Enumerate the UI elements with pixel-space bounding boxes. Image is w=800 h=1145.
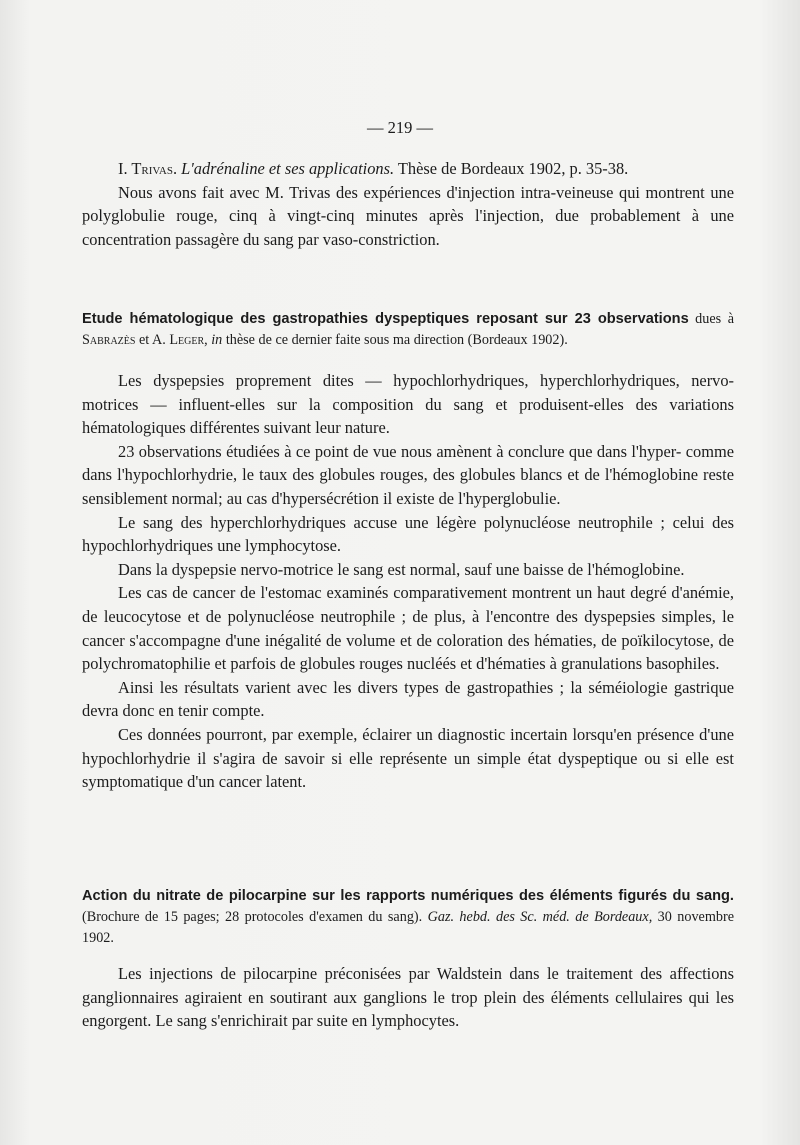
section-heading-date: 30 novembre 1902. bbox=[82, 909, 734, 946]
section-heading-in: in bbox=[211, 332, 223, 348]
section-heading-comma: , bbox=[204, 332, 212, 348]
section-heading-and: et A. bbox=[135, 332, 170, 348]
paragraph: Les injections de pilocarpine préconisées par Waldstein dans le traitement des affections ganglionnaires agiraient en soutirant aux ganglions le trop plein des éléments cellulaires qui les engorgent. Le sang s'enrichirait par suite en lymphocytes. bbox=[82, 964, 734, 1031]
section-heading-brochure: (Brochure de 15 pages; 28 protocoles d'examen du sang). bbox=[82, 909, 428, 925]
section-heading bbox=[82, 886, 734, 949]
section-heading-rest: thèse de ce dernier faite sous ma direction (Bordeaux 1902). bbox=[222, 332, 568, 348]
reference-block bbox=[82, 157, 734, 251]
paragraph: Ces données pourront, par exemple, éclairer un diagnostic incertain lorsqu'en présence d'une hypochlorhydrie il s'agira de savoir si elle représente un simple état dyspeptique ou si elle est symptomatique d'un cancer latent. bbox=[82, 724, 734, 792]
paragraph: Les cas de cancer de l'estomac examinés comparativement montrent un haut degré d'anémie, de leucocytose et de polynucléose neutrophile ; de plus, à l'encontre des dyspepsies simples, le cancer s'accompagne d'une inégalité de volume et de coloration des hématies, de poïkilocytose, de polychromatophilie et parfois de globules rouges nucléés et d'hématies à granulations basophiles. bbox=[82, 583, 734, 674]
paragraph: Le sang des hyperchlorhydriques accuse une légère polynucléose neutrophile ; celui des hypochlorhydriques une lymphocytose. bbox=[82, 512, 734, 556]
paragraph: Les dyspepsies proprement dites — hypochlorhydriques, hyperchlorhydriques, nervo-motrices — influent-elles sur la composition du sang et produisent-elles des variations hématologiques différentes suivant leur nature. bbox=[82, 371, 734, 438]
section-heading-dues: dues à bbox=[688, 311, 734, 327]
reference-title: L'adrénaline et ses applications. bbox=[181, 159, 395, 178]
section-heading-journal: Gaz. hebd. des Sc. méd. de Bordeaux, bbox=[427, 909, 653, 925]
reference-citation bbox=[82, 157, 734, 181]
section-heading-title: Etude hématologique des gastropathies dyspeptiques reposant sur 23 observations bbox=[82, 311, 689, 327]
section-author-1: Sabrazès bbox=[82, 332, 136, 348]
reference-author: I. Trivas. bbox=[118, 159, 178, 178]
section-hematology-body bbox=[82, 369, 734, 794]
reference-details: Thèse de Bordeaux 1902, p. 35-38. bbox=[394, 159, 629, 178]
section-heading bbox=[82, 309, 734, 351]
section-pilocarpine bbox=[82, 886, 734, 949]
paragraph: Ainsi les résultats varient avec les divers types de gastropathies ; la séméiologie gastrique devra donc en tenir compte. bbox=[82, 677, 734, 721]
paragraph: Dans la dyspepsie nervo-motrice le sang est normal, sauf une baisse de l'hémoglobine. bbox=[118, 559, 685, 579]
section-heading-title: Action du nitrate de pilocarpine sur les rapports numériques des éléments figurés du sang. bbox=[82, 888, 734, 904]
section-pilocarpine-body bbox=[82, 962, 734, 1033]
paragraph: 23 observations étudiées à ce point de vue nous amènent à conclure que dans l'hyper- comme dans l'hypochlorhydrie, le taux des globules rouges, des globules blancs et de l'hémoglobine reste sensiblement normal; au cas d'hypersécrétion il existe de l'hyperglobulie. bbox=[82, 441, 734, 508]
section-hematology bbox=[82, 309, 734, 351]
reference-summary: Nous avons fait avec M. Trivas des expériences d'injection intra-veineuse qui montrent une polyglobulie rouge, cinq à vingt-cinq minutes après l'injection, due probablement à une concentration passagère du sang par vaso-constriction. bbox=[82, 182, 734, 249]
section-author-2: Leger bbox=[169, 332, 205, 348]
page-number: — 219 — bbox=[367, 118, 433, 137]
